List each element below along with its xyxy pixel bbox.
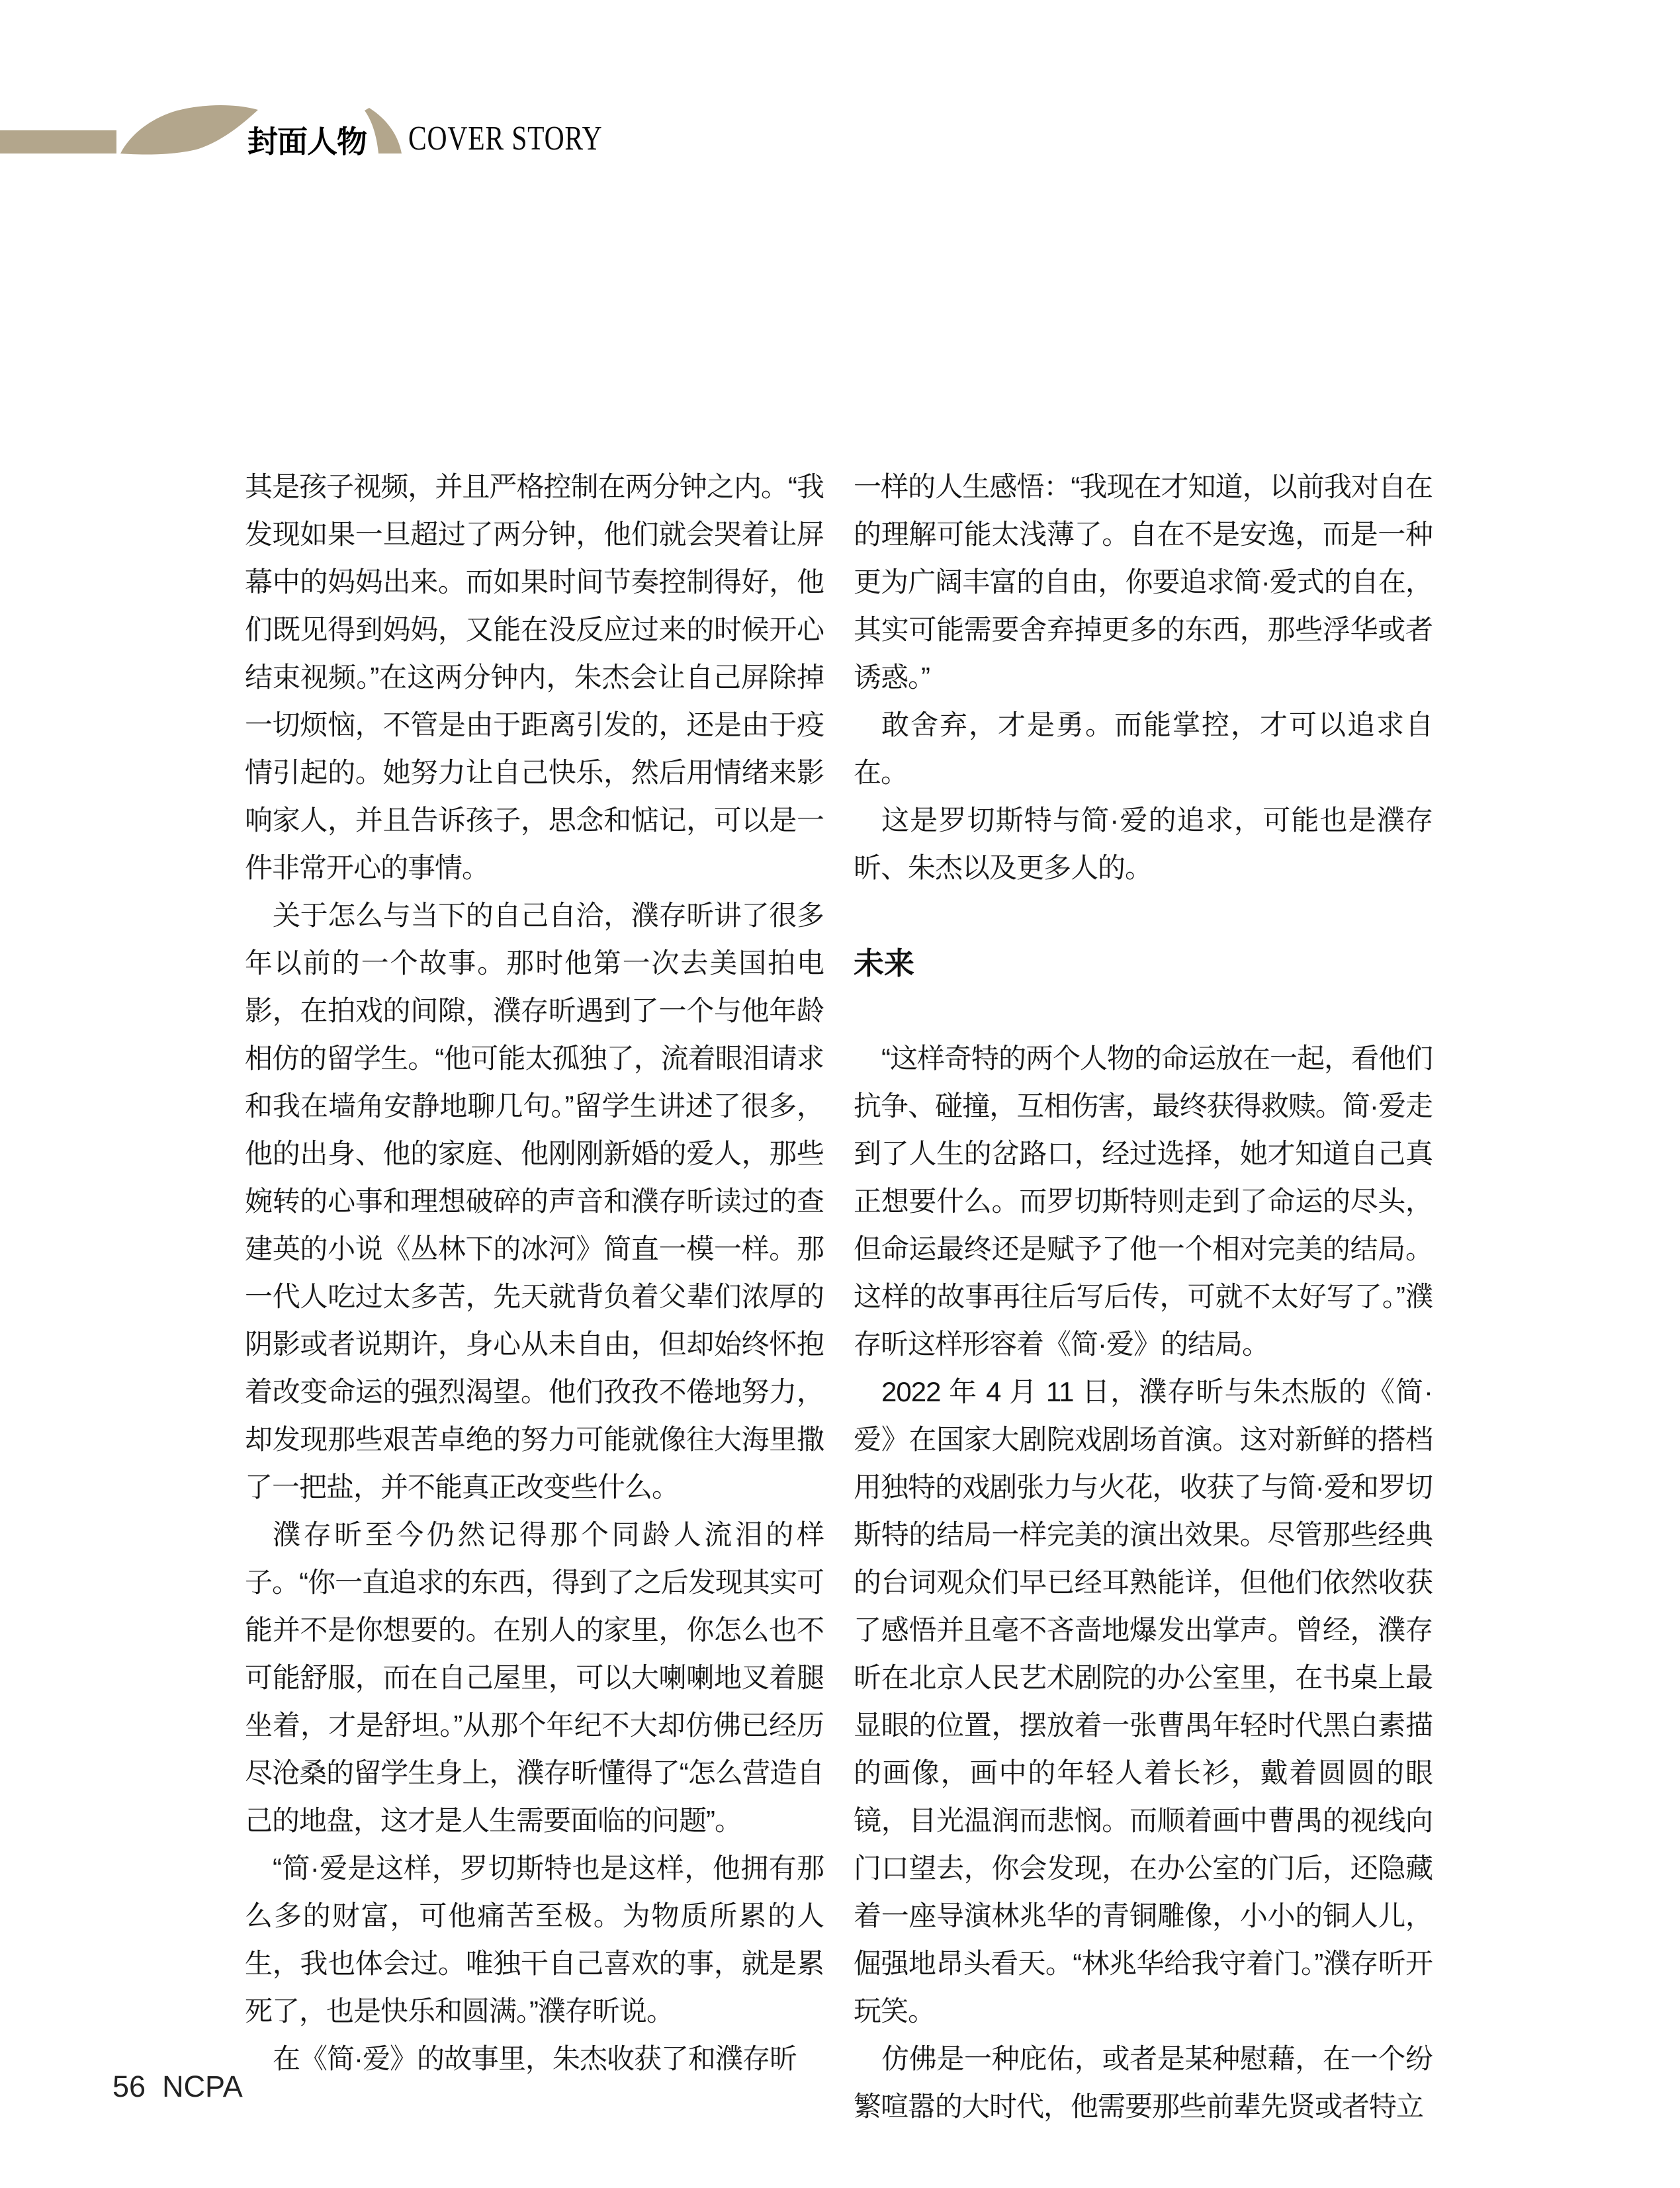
paragraph: “简·爱是这样，罗切斯特也是这样，他拥有那么多的财富，可他痛苦至极。为物质所累的人生，我也体会过。唯独干自己喜欢的事，就是累死了，也是快乐和圆满。”濮存昕说。 [245,1853,824,2027]
paragraph: 这是罗切斯特与简·爱的追求，可能也是濮存昕、朱杰以及更多人的。 [854,805,1433,883]
section-title-cn: 封面人物 [247,124,367,159]
header-crescent-swoosh-shape [365,108,402,153]
page-footer [112,2072,243,2101]
page-number: 56 [112,2070,146,2103]
paragraph: 其是孩子视频，并且严格控制在两分钟之内。“我发现如果一旦超过了两分钟，他们就会哭着让屏幕中的妈妈出来。而如果时间节奏控制得好，他们既见得到妈妈，又能在没反应过来的时候开心结束视频。”在这两分钟内，朱杰会让自己屏除掉一切烦恼，不管是由于距离引发的，还是由于疫情引起的。她努力让自己快乐，然后用情绪来影响家人，并且告诉孩子，思念和惦记，可以是一件非常开心的事情。 [245,471,824,883]
footer-brand: NCPA [162,2070,243,2103]
header-sail-swoosh-shape [120,105,258,155]
paragraph: 仿佛是一种庇佑，或者是某种慰藉，在一个纷繁喧嚣的大时代，他需要那些前辈先贤或者特立 [854,2043,1433,2122]
paragraph: 濮存昕至今仍然记得那个同龄人流泪的样子。“你一直追求的东西，得到了之后发现其实可能并不是你想要的。在别人的家里，你怎么也不可能舒服，而在自己屋里，可以大喇喇地叉着腿坐着，才是舒坦。”从那个年纪不大却仿佛已经历尽沧桑的留学生身上，濮存昕懂得了“怎么营造自己的地盘，这才是人生需要面临的问题”。 [245,1519,824,1836]
paragraph: 关于怎么与当下的自己自洽，濮存昕讲了很多年以前的一个故事。那时他第一次去美国拍电影，在拍戏的间隙，濮存昕遇到了一个与他年龄相仿的留学生。“他可能太孤独了，流着眼泪请求和我在墙角安静地聊几句。”留学生讲述了很多，他的出身、他的家庭、他刚刚新婚的爱人，那些婉转的心事和理想破碎的声音和濮存昕读过的查建英的小说《丛林下的冰河》简直一模一样。那一代人吃过太多苦，先天就背负着父辈们浓厚的阴影或者说期许，身心从未自由，但却始终怀抱着改变命运的强烈渴望。他们孜孜不倦地努力，却发现那些艰苦卓绝的努力可能就像往大海里撒了一把盐，并不能真正改变些什么。 [245,900,824,1503]
paragraph: 2022 年 4 月 11 日，濮存昕与朱杰版的《简·爱》在国家大剧院戏剧场首演。这对新鲜的搭档用独特的戏剧张力与火花，收获了与简·爱和罗切斯特的结局一样完美的演出效果。尽管那些经典的台词观众们早已经耳熟能详，但他们依然收获了感悟并且毫不吝啬地爆发出掌声。曾经，濮存昕在北京人民艺术剧院的办公室里，在书桌上最显眼的位置，摆放着一张曹禺年轻时代黑白素描的画像，画中的年轻人着长衫，戴着圆圆的眼镜，目光温润而悲悯。而顺着画中曹禺的视线向门口望去，你会发现，在办公室的门后，还隐藏着一座导演林兆华的青铜雕像，小小的铜人儿，倔强地昂头看天。“林兆华给我守着门。”濮存昕开玩笑。 [854,1376,1433,2027]
article-column-right [854,463,1433,2130]
paragraph: 一样的人生感悟：“我现在才知道，以前我对自在的理解可能太浅薄了。自在不是安逸，而是一种更为广阔丰富的自由，你要追求简·爱式的自在，其实可能需要舍弃掉更多的东西，那些浮华或者诱惑。” [854,471,1433,693]
section-heading: 未来 [854,946,914,981]
paragraph: 敢舍弃，才是勇。而能掌控，才可以追求自在。 [854,709,1433,788]
section-title-en: COVER STORY [408,120,603,157]
paragraph: 在《简·爱》的故事里，朱杰收获了和濮存昕 [273,2043,797,2074]
paragraph: “这样奇特的两个人物的命运放在一起，看他们抗争、碰撞，互相伤害，最终获得救赎。简·爱走到了人生的岔路口，经过选择，她才知道自己真正想要什么。而罗切斯特则走到了命运的尽头，但命运最终还是赋予了他一个相对完美的结局。这样的故事再往后写后传，可就不太好写了。”濮存昕这样形容着《简·爱》的结局。 [854,1043,1433,1360]
header-bar-shape [0,130,116,153]
article-column-left [245,463,824,2083]
